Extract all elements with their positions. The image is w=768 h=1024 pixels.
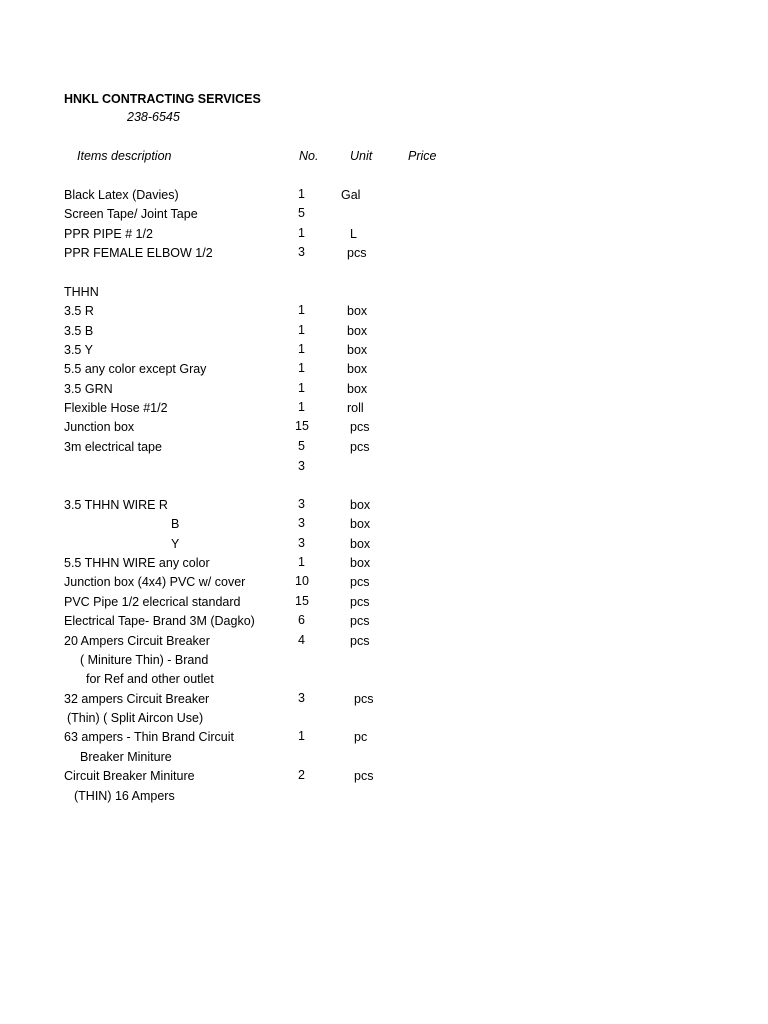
column-header-unit: Unit	[350, 149, 373, 163]
item-quantity: 1	[298, 226, 305, 240]
item-unit: box	[350, 517, 371, 531]
item-unit: pcs	[350, 634, 370, 648]
item-description: 32 ampers Circuit Breaker	[64, 692, 210, 706]
item-description: 3.5 R	[64, 304, 94, 318]
item-quantity: 1	[298, 342, 305, 356]
item-unit: L	[350, 227, 357, 241]
item-description-continued: (THIN) 16 Ampers	[74, 789, 175, 803]
item-description: 5.5 any color except Gray	[64, 362, 207, 376]
item-unit: pcs	[350, 420, 370, 434]
item-quantity: 1	[298, 729, 305, 743]
item-description: PVC Pipe 1/2 elecrical standard	[64, 595, 241, 609]
item-quantity: 2	[298, 768, 305, 782]
column-header-price: Price	[408, 149, 437, 163]
item-unit: Gal	[341, 188, 361, 202]
item-quantity: 4	[298, 633, 305, 647]
item-description: 3.5 THHN WIRE R	[64, 498, 168, 512]
company-name: HNKL CONTRACTING SERVICES	[64, 92, 261, 106]
item-unit: box	[347, 324, 368, 338]
item-unit: box	[347, 382, 368, 396]
item-unit: pc	[354, 730, 368, 744]
item-description: 5.5 THHN WIRE any color	[64, 556, 210, 570]
item-quantity: 1	[298, 381, 305, 395]
item-description: 20 Ampers Circuit Breaker	[64, 634, 210, 648]
item-description: Junction box (4x4) PVC w/ cover	[64, 575, 246, 589]
item-quantity: 1	[298, 361, 305, 375]
item-unit: pcs	[350, 440, 370, 454]
section-heading: THHN	[64, 285, 99, 299]
item-description: PPR PIPE # 1/2	[64, 227, 153, 241]
item-description: Electrical Tape- Brand 3M (Dagko)	[64, 614, 255, 628]
item-description: 3.5 GRN	[64, 382, 113, 396]
item-description: Circuit Breaker Miniture	[64, 769, 195, 783]
item-unit: roll	[347, 401, 364, 415]
item-description: Flexible Hose #1/2	[64, 401, 168, 415]
item-quantity: 3	[298, 536, 305, 550]
item-quantity: 3	[298, 459, 305, 473]
item-unit: box	[350, 498, 371, 512]
item-unit: pcs	[350, 575, 370, 589]
item-quantity: 1	[298, 303, 305, 317]
item-unit: box	[350, 556, 371, 570]
item-description: PPR FEMALE ELBOW 1/2	[64, 246, 213, 260]
item-quantity: 5	[298, 206, 305, 220]
item-quantity: 1	[298, 323, 305, 337]
item-unit: pcs	[354, 769, 374, 783]
item-unit: box	[347, 362, 368, 376]
item-description: 63 ampers - Thin Brand Circuit	[64, 730, 234, 744]
item-description: 3.5 Y	[64, 343, 93, 357]
item-description-continued: (Thin) ( Split Aircon Use)	[67, 711, 204, 725]
item-quantity: 3	[298, 516, 305, 530]
item-quantity: 5	[298, 439, 305, 453]
company-phone: 238-6545	[127, 110, 180, 124]
item-description: B	[171, 517, 180, 531]
item-quantity: 6	[298, 613, 305, 627]
item-description-continued: ( Miniture Thin) - Brand	[80, 653, 209, 667]
item-description: Y	[171, 537, 180, 551]
item-description: Black Latex (Davies)	[64, 188, 179, 202]
item-unit: pcs	[350, 614, 370, 628]
item-quantity: 15	[295, 594, 309, 608]
item-description: Screen Tape/ Joint Tape	[64, 207, 198, 221]
item-quantity: 3	[298, 497, 305, 511]
item-quantity: 1	[298, 187, 305, 201]
item-description: 3m electrical tape	[64, 440, 162, 454]
item-quantity: 3	[298, 691, 305, 705]
item-quantity: 15	[295, 419, 309, 433]
item-unit: box	[347, 304, 368, 318]
item-description: 3.5 B	[64, 324, 94, 338]
item-quantity: 1	[298, 400, 305, 414]
item-unit: pcs	[350, 595, 370, 609]
item-description-continued: Breaker Miniture	[80, 750, 172, 764]
item-unit: box	[350, 537, 371, 551]
item-quantity: 10	[295, 574, 309, 588]
item-description-continued: for Ref and other outlet	[86, 672, 214, 686]
column-header-no: No.	[299, 149, 319, 163]
column-header-description: Items description	[77, 149, 172, 163]
item-quantity: 3	[298, 245, 305, 259]
item-unit: pcs	[354, 692, 374, 706]
item-unit: box	[347, 343, 368, 357]
item-unit: pcs	[347, 246, 367, 260]
item-description: Junction box	[64, 420, 135, 434]
item-quantity: 1	[298, 555, 305, 569]
